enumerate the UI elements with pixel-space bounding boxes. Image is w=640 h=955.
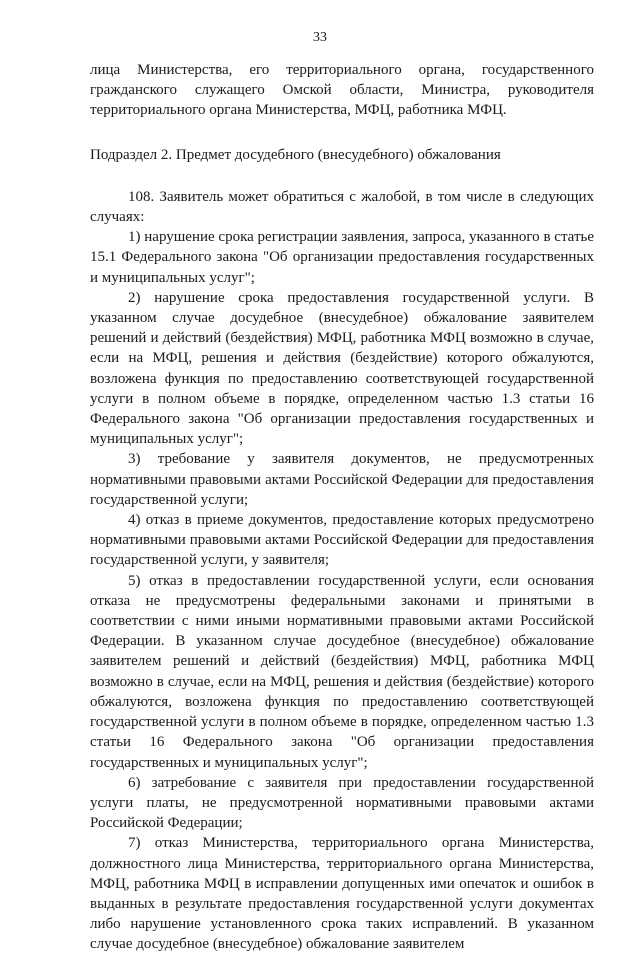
list-item-2: 2) нарушение срока предоставления государственной услуги. В указанном случае досудебное (внесудебное) обжалование заявителем решений и действий (бездействия) МФЦ, работника МФЦ возможно в случае, если на МФЦ, решения и действия (бездействие) которого обжалуются, возложена функция по предоставлению соответствующей государственной услуги в полном объеме в порядке, определенном частью 1.3 статьи 16 Федерального закона "Об организации предоставления государственных и муниципальных услуг"; (90, 289, 594, 448)
page-number: 33 (313, 30, 327, 45)
subsection-heading: Подраздел 2. Предмет досудебного (внесудебного) обжалования (90, 146, 501, 163)
list-item-3: 3) требование у заявителя документов, не предусмотренных нормативными правовыми актами Российской Федерации для предоставления государственной услуги; (90, 451, 594, 508)
intro-paragraph: лица Министерства, его территориального органа, государственного гражданского служащего Омской области, Министра, руководителя территориального органа Министерства, МФЦ, работника МФЦ. (90, 62, 594, 119)
list-item-6: 6) затребование с заявителя при предоставлении государственной услуги платы, не предусмотренной нормативными правовыми актами Российской Федерации; (90, 774, 594, 832)
list-item-4: 4) отказ в приеме документов, предоставление которых предусмотрено нормативными правовыми актами Российской Федерации для предоставления государственной услуги, у заявителя; (90, 512, 594, 569)
clause-108: 108. Заявитель может обратиться с жалобой, в том числе в следующих случаях: (90, 188, 594, 226)
document-body (90, 60, 594, 955)
grounds-list (90, 227, 594, 954)
list-item-7: 7) отказ Министерства, территориального органа Министерства, должностного лица Министерства, территориального органа Министерства, МФЦ, работника МФЦ в исправлении допущенных ими опечаток и ошибок в выданных в результате предоставления государственной услуги документах либо нарушение установленного срока таких исправлений. В указанном случае досудебное (внесудебное) обжалование заявителем (90, 835, 594, 953)
list-item-5: 5) отказ в предоставлении государственной услуги, если основания отказа не предусмотрены федеральными законами и принятыми в соответствии с ними иными нормативными правовыми актами Российской Федерации. В указанном случае досудебное (внесудебное) обжалование заявителем решений и действий (бездействия) МФЦ, работника МФЦ возможно в случае, если на МФЦ, решения и действия (бездействие) которого обжалуются, возложена функция по предоставлению соответствующей государственной услуги в полном объеме в порядке, определенном частью 1.3 статьи 16 Федерального закона "Об организации предоставления государственных и муниципальных услуг"; (90, 572, 594, 771)
list-item-1: 1) нарушение срока регистрации заявления, запроса, указанного в статье 15.1 Федерального закона "Об организации предоставления государственных и муниципальных услуг"; (90, 229, 594, 286)
